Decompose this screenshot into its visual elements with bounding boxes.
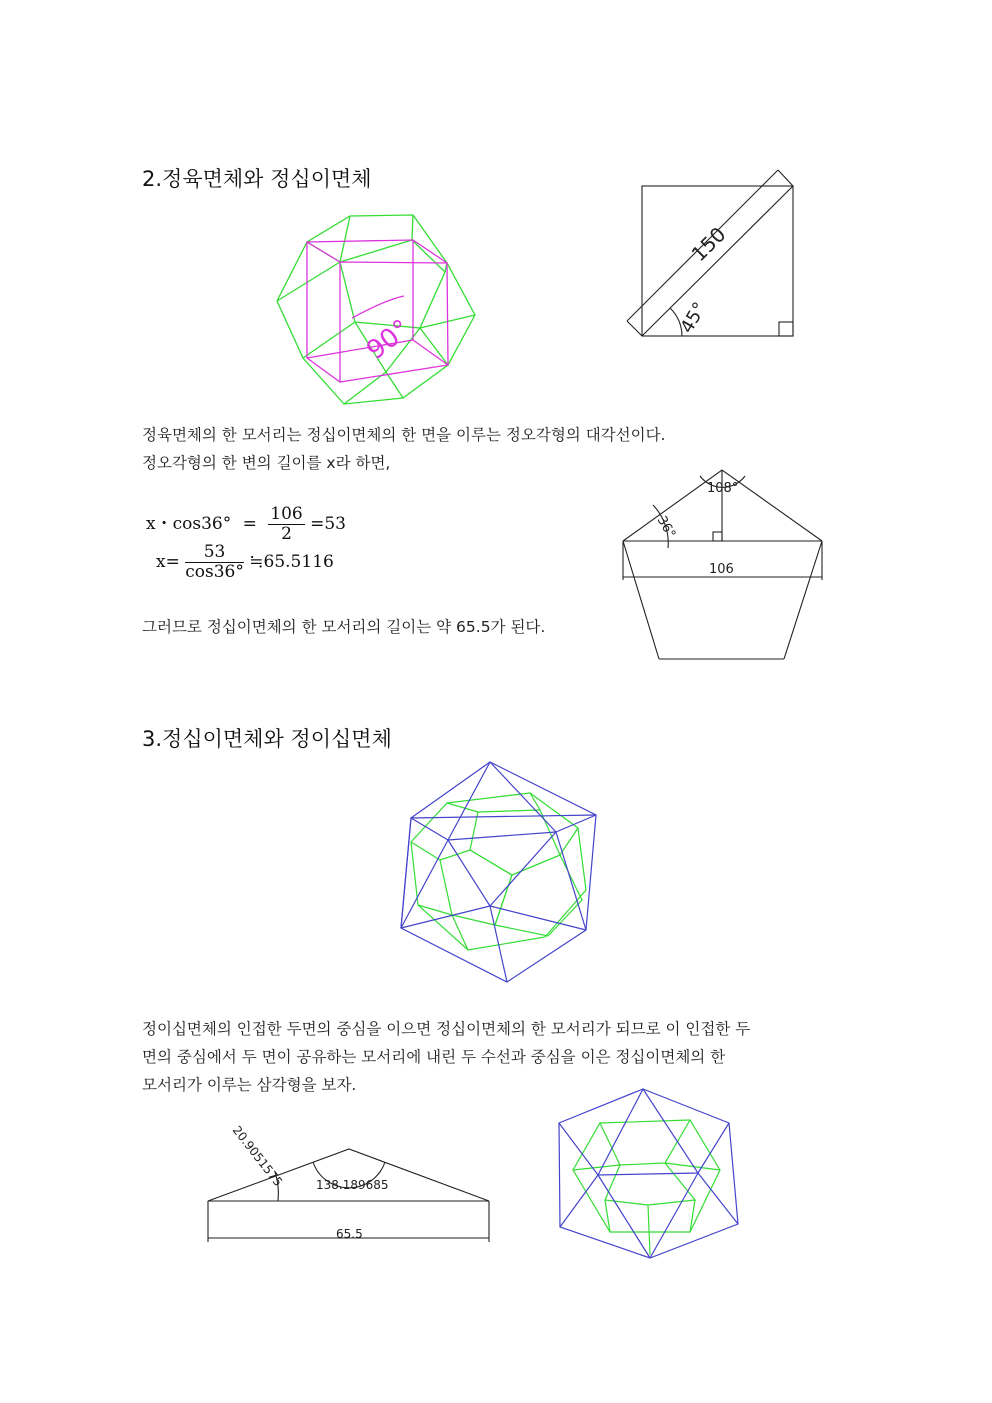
- triangle-top-angle: 138.189685: [316, 1178, 389, 1192]
- section2-para1: 정육면체의 한 모서리는 정십이면체의 한 면을 이루는 정오각형의 대각선이다.: [142, 426, 666, 444]
- formula1-eq: =: [242, 514, 257, 534]
- triangle-base-label: 65.5: [336, 1227, 363, 1241]
- formula2-rhs: ≒65.5116: [249, 552, 334, 572]
- square-angle-label: 45°: [676, 298, 711, 337]
- pentagon-width-label: 106: [709, 562, 734, 577]
- section3-heading: 3.정십이면체와 정이십면체: [142, 727, 392, 751]
- formula1-rhs: =53: [310, 514, 347, 534]
- dodecahedron-cube-figure: [270, 205, 485, 410]
- formula1-lhs: x・cos36°: [146, 514, 232, 534]
- triangle-side-angle: 20.9051575: [229, 1123, 286, 1190]
- section3-para-line-3: 모서리가 이루는 삼각형을 보자.: [142, 1076, 357, 1094]
- pentagon-figure: [615, 465, 830, 665]
- square-diagonal-figure: [620, 165, 805, 350]
- icosahedron-front-figure: [552, 1080, 742, 1265]
- icosahedron-dodecahedron-figure: [395, 755, 605, 990]
- pentagon-side-angle: 36°: [653, 513, 679, 542]
- section3-para-line-2: 면의 중심에서 두 면이 공유하는 모서리에 내린 두 수선과 중심을 이은 정십이면체의 한: [142, 1048, 726, 1066]
- formula1-den: 2: [281, 524, 292, 544]
- triangle-dimension-figure: [200, 1115, 500, 1250]
- formula2-lhs: x=: [156, 552, 180, 572]
- formula-1: [146, 505, 346, 544]
- formula2-den: cos36°: [185, 562, 244, 582]
- formula2-num: 53: [185, 543, 244, 563]
- section2-conclusion: 그러므로 정십이면체의 한 모서리의 길이는 약 65.5가 된다.: [142, 618, 546, 636]
- cube-angle-label: 90°: [361, 314, 417, 367]
- section2-heading: 2.정육면체와 정십이면체: [142, 167, 372, 191]
- section3-para-line-1: 정이십면체의 인접한 두면의 중심을 이으면 정십이면체의 한 모서리가 되므로 이 인접한 두: [142, 1020, 751, 1038]
- square-diagonal-label: 150: [686, 222, 731, 267]
- formula1-num: 106: [270, 504, 303, 524]
- section2-para2: 정오각형의 한 변의 길이를 x라 하면,: [142, 454, 391, 472]
- pentagon-top-angle: 108°: [707, 481, 739, 496]
- formula-2: [156, 543, 334, 582]
